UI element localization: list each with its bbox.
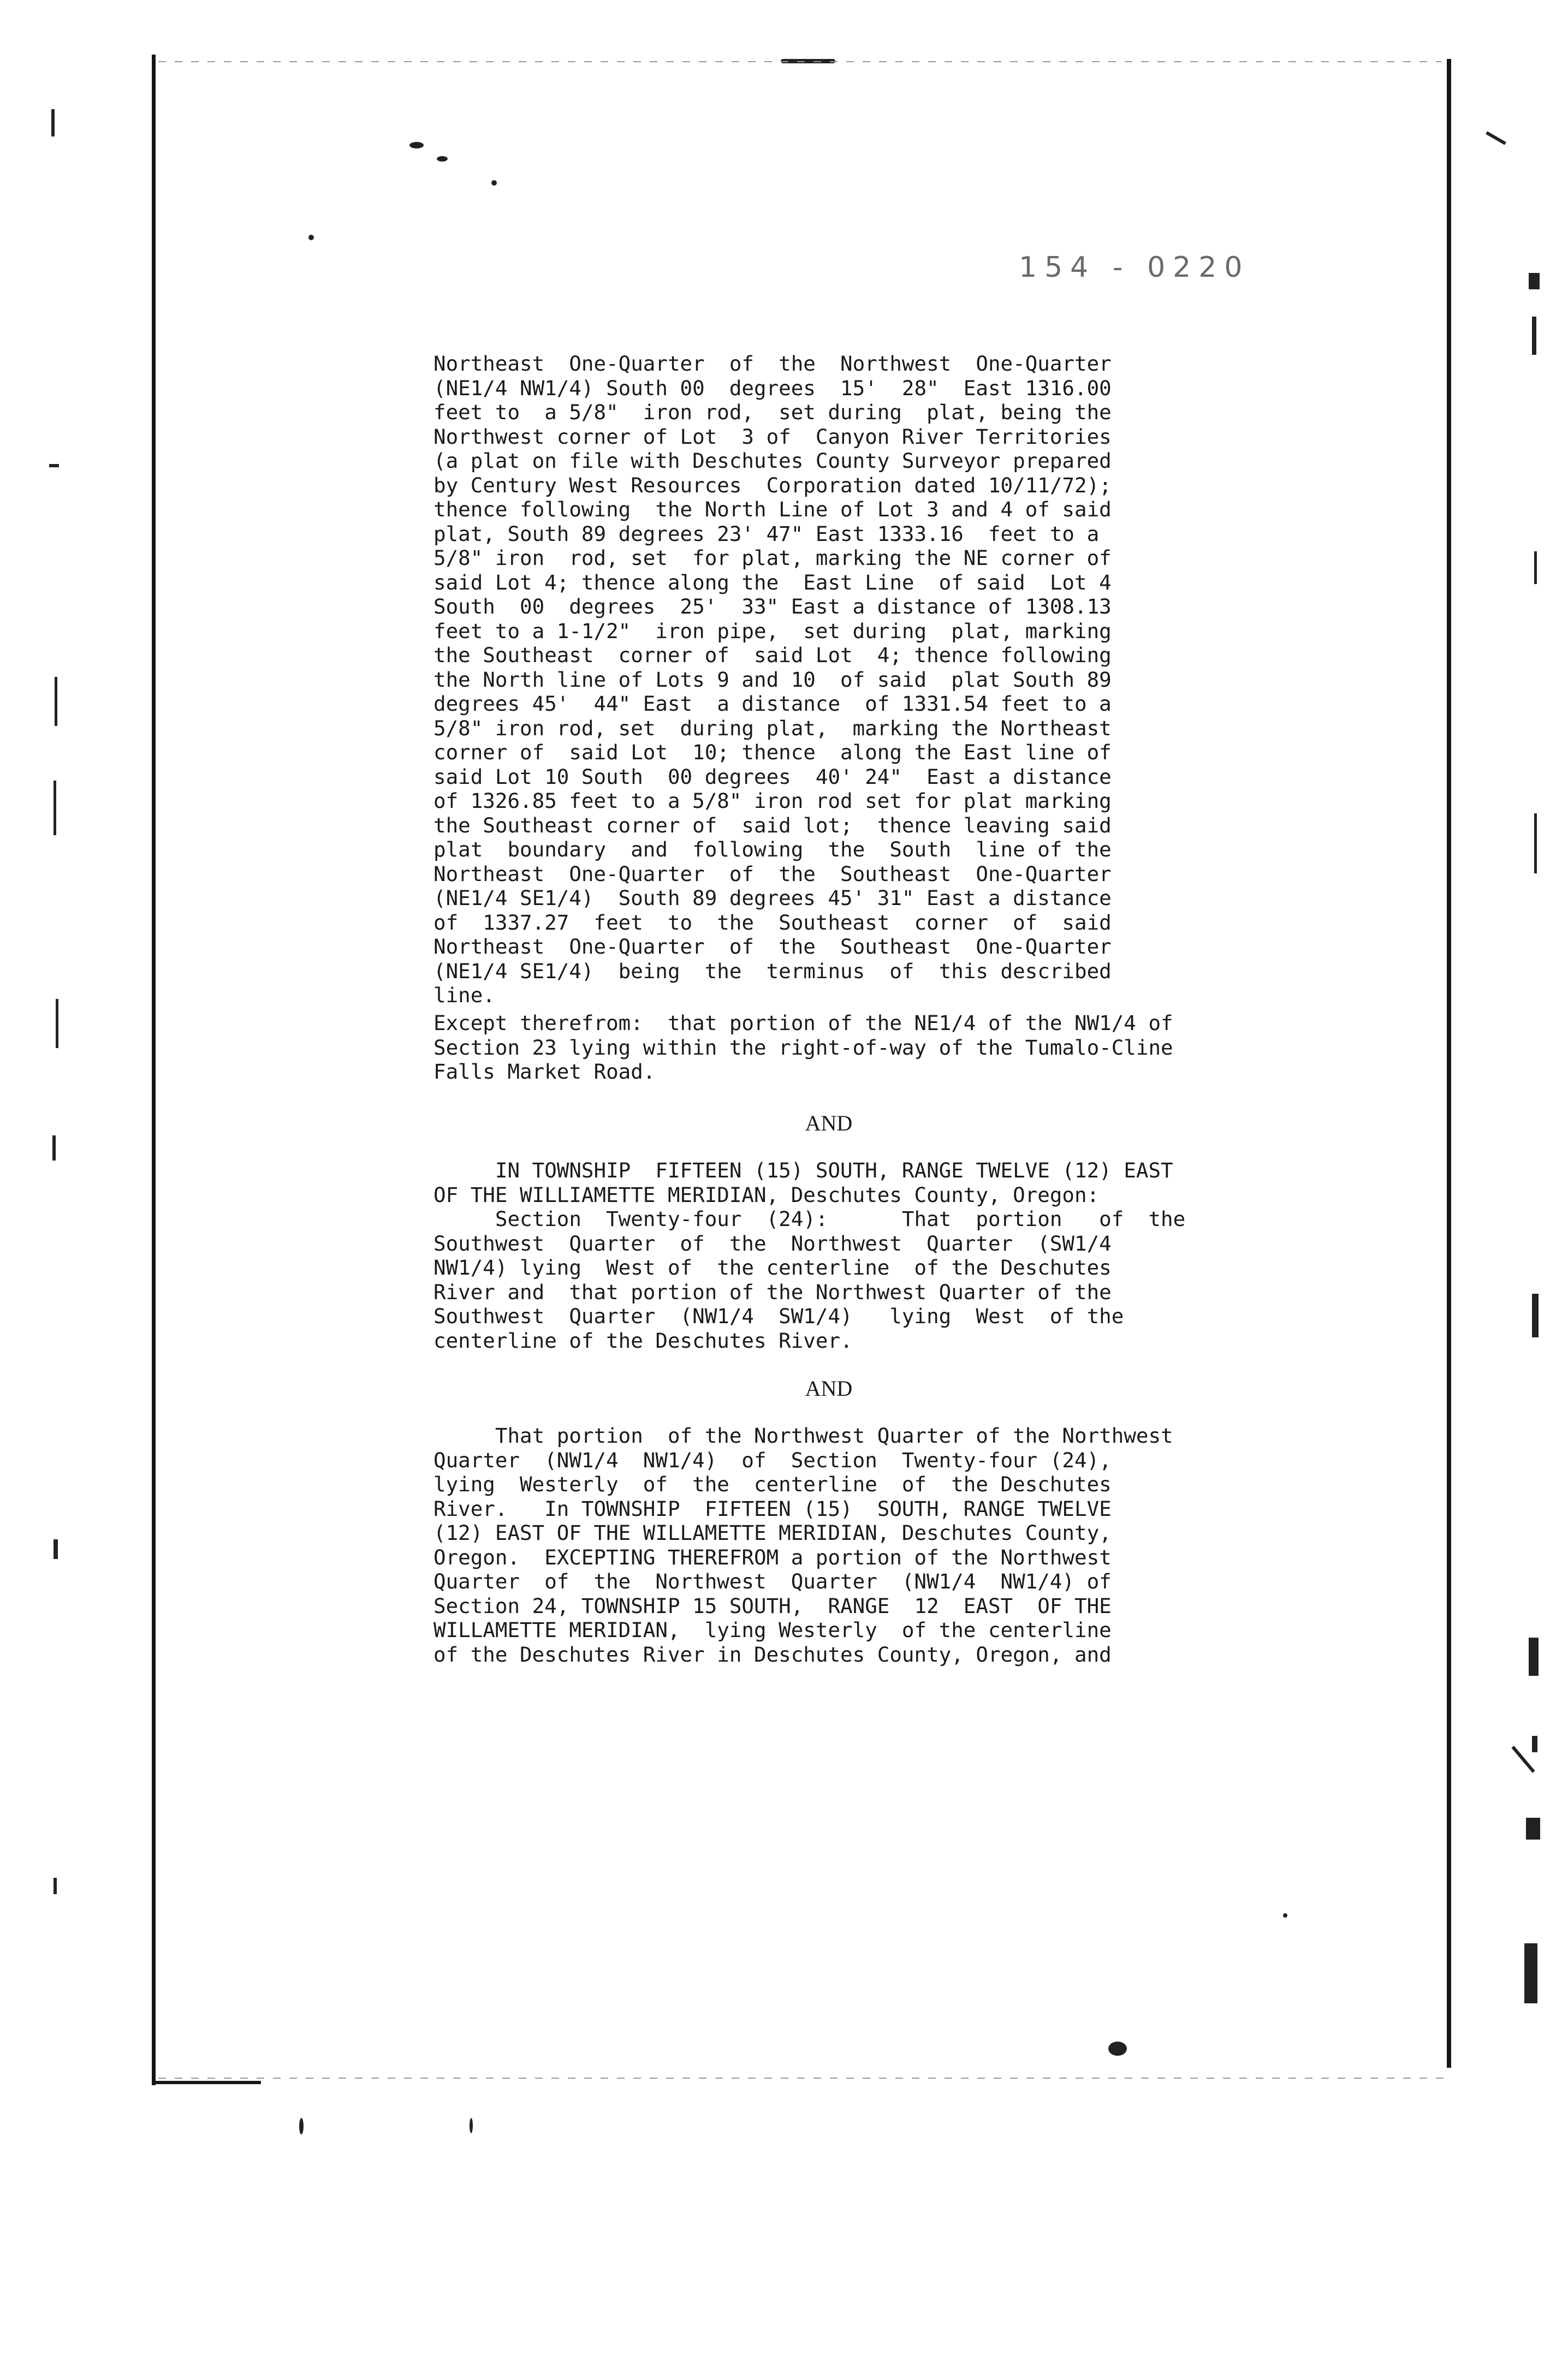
- top-dashed-edge: [158, 61, 1441, 62]
- margin-mark: [54, 781, 56, 835]
- bottom-border-line: [152, 2081, 261, 2084]
- bottom-dashed-edge: [158, 2078, 1447, 2079]
- margin-mark: [55, 677, 57, 726]
- scan-speck: [299, 2118, 304, 2134]
- right-border-line: [1447, 59, 1451, 2068]
- margin-mark: [1526, 1818, 1540, 1840]
- scan-speck: [491, 180, 497, 186]
- margin-mark: [1532, 317, 1536, 355]
- scan-speck: [470, 2118, 473, 2133]
- margin-mark: [1529, 273, 1540, 289]
- scan-speck: [1108, 2042, 1127, 2056]
- scan-speck: [437, 156, 448, 162]
- margin-mark: [1486, 131, 1506, 145]
- margin-mark: [1524, 1943, 1537, 2003]
- margin-mark: [1529, 1638, 1539, 1676]
- margin-mark: [52, 1135, 56, 1161]
- scan-speck: [409, 142, 424, 148]
- northwest-quarter-paragraph: That portion of the Northwest Quarter of the Northwest Quarter (NW1/4 NW1/4) of Section Twenty-four (24), lying Westerly of the centerline of the Deschutes River. In TOWNSHIP FIFTEEN (15) SOUTH, RANGE TWELVE (12) EAST OF THE WILLAMETTE MERIDIAN, Deschutes County, Oregon. EXCEPTING THEREFROM a portion of the Northwest Quarter of the Northwest Quarter (NW1/4 NW1/4) of Section 24, TOWNSHIP 15 SOUTH, RANGE 12 EAST OF THE WILLAMETTE MERIDIAN, lying Westerly of the centerline of the Deschutes River in Deschutes County, Oregon, and: [433, 1424, 1173, 1667]
- margin-mark: [49, 464, 59, 467]
- legal-description-paragraph: Northeast One-Quarter of the Northwest One-Quarter (NE1/4 NW1/4) South 00 degrees 15' 28" East 1316.00 feet to a 5/8" iron rod, set during plat, being the Northwest corner of Lot 3 of Canyon River Territories (a plat on file with Deschutes County Surveyor prepared by Century West Resources Corporation dated 10/11/72); thence following the North Line of Lot 3 and 4 of said plat, South 89 degrees 23' 47" East 1333.16 feet to a 5/8" iron rod, set for plat, marking the NE corner of said Lot 4; thence along the East Line of said Lot 4 South 00 degrees 25' 33" East a distance of 1308.13 feet to a 1-1/2" iron pipe, set during plat, marking the Southeast corner of said Lot 4; thence following the North line of Lots 9 and 10 of said plat South 89 degrees 45' 44" East a distance of 1331.54 feet to a 5/8" iron rod, set during plat, marking the Northeast corner of said Lot 10; thence along the East line of said Lot 10 South 00 degrees 40' 24" East a distance of 1326.85 feet to a 5/8" iron rod set for plat marking the Southeast corner of said lot; thence leaving said plat boundary and following the South line of the Northeast One-Quarter of the Southeast One-Quarter (NE1/4 SE1/4) South 89 degrees 45' 31" East a distance of 1337.27 feet to the Southeast corner of said Northeast One-Quarter of the Southeast One-Quarter (NE1/4 SE1/4) being the terminus of this described line.: [433, 352, 1112, 1007]
- page-stamp: 154 - 0220: [1019, 251, 1250, 284]
- section-separator: AND: [805, 1111, 853, 1135]
- margin-mark: [51, 109, 55, 136]
- margin-mark: [1534, 551, 1537, 584]
- left-border-line: [152, 55, 156, 2085]
- township-paragraph: IN TOWNSHIP FIFTEEN (15) SOUTH, RANGE TWELVE (12) EAST OF THE WILLIAMETTE MERIDIAN, Deschutes County, Oregon: Section Twenty-four (24): That portion of the Southwest Quarter of the Northwest Quarter (SW1/4 NW1/4) lying West of the centerline of the Deschutes River and that portion of the Northwest Quarter of the Southwest Quarter (NW1/4 SW1/4) lying West of the centerline of the Deschutes River.: [433, 1158, 1186, 1353]
- margin-mark: [54, 1878, 57, 1894]
- margin-mark: [56, 999, 58, 1048]
- section-separator: AND: [805, 1376, 853, 1401]
- exception-paragraph: Except therefrom: that portion of the NE1/4 of the NW1/4 of Section 23 lying within the right-of-way of the Tumalo-Cline Falls Market Road.: [433, 1011, 1173, 1084]
- margin-mark: [1534, 813, 1537, 873]
- margin-mark: [1532, 1294, 1539, 1337]
- scan-speck: [308, 235, 314, 240]
- margin-mark: [54, 1539, 58, 1559]
- scan-speck: [1283, 1913, 1287, 1918]
- margin-mark: [1532, 1736, 1537, 1752]
